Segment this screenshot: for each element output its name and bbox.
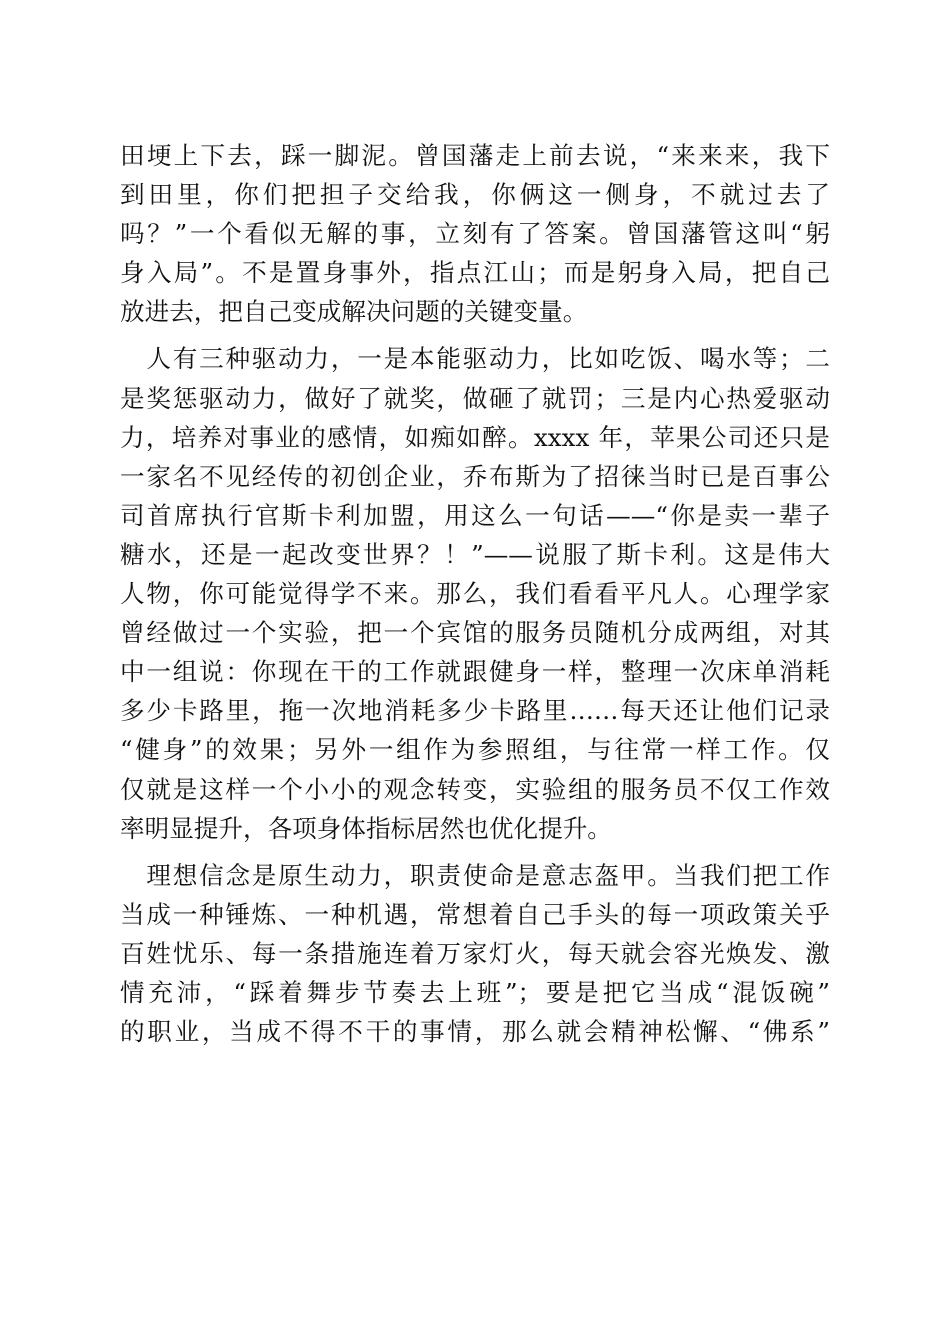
text-line: 人物，你可能觉得学不来。那么，我们看看平凡人。心理学家 [120, 579, 830, 609]
body-text [120, 136, 830, 1051]
text-line: 放进去，把自己变成解决问题的关键变量。 [120, 297, 588, 327]
text-line: 是奖惩驱动力，做好了就奖，做砸了就罚；三是内心热爱驱动 [120, 383, 830, 413]
text-line: 人有三种驱动力，一是本能驱动力，比如吃饭、喝水等；二 [120, 344, 830, 374]
text-line: 身入局”。不是置身事外，指点江山；而是躬身入局，把自己 [120, 258, 830, 288]
text-line: 率明显提升，各项身体指标居然也优化提升。 [120, 813, 612, 843]
text-line: 情充沛，“踩着舞步节奏去上班”；要是把它当成“混饭碗” [120, 977, 830, 1007]
paragraph-gap [120, 331, 830, 339]
text-line: 司首席执行官斯卡利加盟，用这么一句话——“你是卖一辈子 [120, 500, 830, 530]
paragraph [120, 856, 830, 1051]
paragraph [120, 136, 830, 331]
text-line: 百姓忧乐、每一条措施连着万家灯火，每天就会容光焕发、激 [120, 938, 830, 968]
paragraph [120, 339, 830, 847]
text-line: 的职业，当成不得不干的事情，那么就会精神松懈、“佛系” [120, 1017, 830, 1047]
text-line: “健身”的效果；另外一组作为参照组，与往常一样工作。仅 [120, 735, 830, 765]
text-line: 多少卡路里，拖一次地消耗多少卡路里……每天还让他们记录 [120, 696, 830, 726]
text-line: 吗？”一个看似无解的事，立刻有了答案。曾国藩管这叫“躬 [120, 219, 830, 249]
text-line: 一家名不见经传的初创企业，乔布斯为了招徕当时已是百事公 [120, 461, 830, 491]
text-line: 仅就是这样一个小小的观念转变，实验组的服务员不仅工作效 [120, 774, 830, 804]
text-line: 中一组说：你现在干的工作就跟健身一样，整理一次床单消耗 [120, 657, 830, 687]
text-line: 田埂上下去，踩一脚泥。曾国藩走上前去说，“来来来，我下 [120, 141, 830, 170]
text-line: 理想信念是原生动力，职责使命是意志盔甲。当我们把工作 [120, 860, 830, 890]
text-line: 糖水，还是一起改变世界？！”——说服了斯卡利。这是伟大 [120, 539, 830, 569]
text-line: 到田里，你们把担子交给我，你俩这一侧身，不就过去了 [120, 180, 830, 210]
text-line: 力，培养对事业的感情，如痴如醉。xxxx 年，苹果公司还只是 [120, 422, 830, 452]
paragraph-gap [120, 848, 830, 856]
text-line: 曾经做过一个实验，把一个宾馆的服务员随机分成两组，对其 [120, 618, 830, 648]
text-line: 当成一种锤炼、一种机遇，常想着自己手头的每一项政策关乎 [120, 899, 830, 929]
